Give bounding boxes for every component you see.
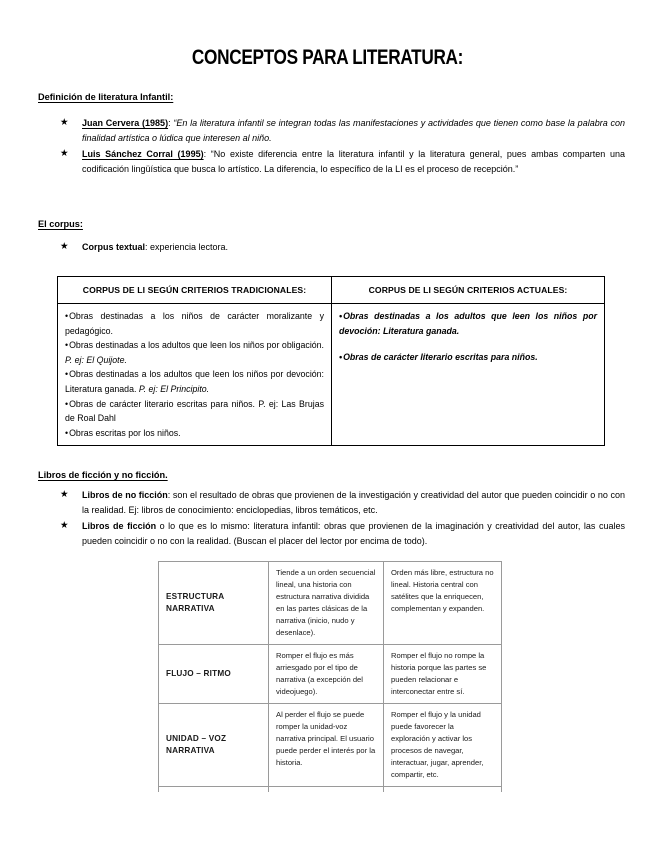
item-text: Obras de carácter literario escritas para niños. P. ej: Las Brujas de Roal Dahl	[65, 398, 324, 424]
source-citation: Juan Cervera (1985)	[82, 118, 169, 128]
bullet-dot-icon: •	[65, 398, 69, 409]
table-header-row	[58, 277, 605, 304]
item-example: P. ej: El Principito.	[136, 383, 210, 394]
corpus-criteria-table	[57, 276, 605, 446]
list-item	[65, 309, 324, 338]
list-item	[65, 426, 324, 441]
term-description: o lo que es lo mismo: literatura infantil: obras que provienen de la imaginación y creatividad del autor, las cuales pueden coincidir o no con la realidad. (Buscan el placer del lector por encima de todo).	[82, 521, 625, 546]
cell-flujo-ritmo-col3: Romper el flujo no rompe la historia porque las partes se pueden relacionar e interconectar entre sí.	[384, 644, 502, 703]
term-description: : son el resultado de obras que provienen de la investigación y creatividad del autor que pueden coincidir o no con la realidad. Ej: libros de conocimiento: enciclopedias, libros temáticos, etc.	[82, 490, 625, 515]
source-citation: Luis Sánchez Corral (1995)	[82, 149, 204, 160]
bullet-dot-icon: •	[65, 340, 69, 351]
list-item	[60, 116, 625, 145]
term-description: : experiencia lectora.	[145, 242, 229, 252]
column-header-current: CORPUS DE LI SEGÚN CRITERIOS ACTUALES:	[332, 277, 605, 304]
cell-truncated-3	[384, 786, 502, 792]
term-label: Libros de ficción	[82, 521, 157, 532]
bullet-dot-icon: •	[65, 369, 69, 380]
item-text: Obras destinadas a los adultos que leen los niños por obligación.	[69, 340, 324, 351]
item-text: Obras escritas por los niños.	[69, 427, 181, 438]
libros-bullet-list	[60, 488, 625, 550]
corpus-bullet-list	[60, 240, 625, 257]
quote-text: “En la literatura infantil se integran todas las manifestaciones y actividades que tienen como base la palabra con finalidad artística o lúdica que interesen al niño.	[82, 118, 625, 143]
list-item	[60, 240, 625, 255]
cell-unidad-voz-col2: Al perder el flujo se puede romper la unidad-voz narrativa principal. El usuario puede perder el interés por la historia.	[269, 703, 384, 786]
list-item	[60, 147, 625, 176]
list-item	[60, 519, 625, 548]
separator: :	[168, 118, 171, 128]
list-item	[339, 350, 597, 365]
list-item	[65, 367, 324, 396]
bullet-dot-icon: •	[339, 311, 343, 321]
item-example: P. ej: El Quijote.	[65, 354, 127, 365]
cell-truncated-2	[269, 786, 384, 792]
term-label: Corpus textual	[82, 242, 146, 252]
star-bullet-icon: ★	[60, 520, 69, 532]
table-row-truncated	[159, 786, 502, 792]
bullet-dot-icon: •	[339, 352, 343, 363]
cell-unidad-voz-col3: Romper el flujo y la unidad puede favorecer la exploración y activar los procesos de navegar, interactuar, jugar, aprender, compartir, etc.	[384, 703, 502, 786]
star-bullet-icon: ★	[60, 148, 69, 160]
row-label-flujo-ritmo: FLUJO – RITMO	[159, 644, 269, 703]
list-item	[60, 488, 625, 517]
table-row	[159, 562, 502, 645]
bullet-dot-icon: •	[65, 427, 69, 438]
cell-estructura-narrativa-col2: Tiende a un orden secuencial lineal, una historia con estructura narrativa dividida en las partes clásicas de la narrativa (inicio, nudo y desenlace).	[269, 562, 384, 645]
row-label-unidad-voz-narrativa: UNIDAD – VOZ NARRATIVA	[159, 703, 269, 786]
column-header-traditional: CORPUS DE LI SEGÚN CRITERIOS TRADICIONALES:	[58, 277, 332, 304]
separator: :	[203, 149, 207, 160]
item-text: Obras destinadas a los adultos que leen los niños por devoción: Literatura ganada.	[65, 369, 324, 394]
cell-traditional-criteria	[58, 304, 332, 446]
table-row	[159, 703, 502, 786]
narrative-comparison-table	[158, 561, 502, 792]
list-item	[65, 338, 324, 367]
definicion-bullet-list	[60, 116, 625, 178]
item-text: Obras destinadas a los niños de carácter moralizante y pedagógico.	[65, 311, 324, 336]
item-text: Obras de carácter literario escritas para niños.	[343, 352, 538, 363]
cell-flujo-ritmo-col2: Romper el flujo es más arriesgado por el tipo de narrativa (a excepción del videojuego).	[269, 644, 384, 703]
item-text: Obras destinadas a los adultos que leen los niños por devoción: Literatura ganada.	[339, 311, 597, 336]
page-title: CONCEPTOS PARA LITERATURA:	[191, 46, 464, 69]
term-label: Libros de no ficción	[82, 490, 168, 500]
section-heading-corpus: El corpus:	[38, 219, 83, 229]
star-bullet-icon: ★	[60, 489, 69, 500]
star-bullet-icon: ★	[60, 117, 69, 128]
quote-text: “No existe diferencia entre la literatura infantil y la literatura general, pues ambas comparten una codificación lingüística que busca lo artístico. La diferencia, lo específico de la LI es el proceso de recepción.”	[82, 149, 625, 174]
list-item	[339, 309, 597, 338]
section-heading-libros: Libros de ficción y no ficción.	[38, 470, 168, 480]
cell-truncated-1	[159, 786, 269, 792]
row-label-estructura-narrativa: ESTRUCTURA NARRATIVA	[159, 562, 269, 645]
star-bullet-icon: ★	[60, 241, 69, 252]
cell-estructura-narrativa-col3: Orden más libre, estructura no lineal. Historia central con satélites que la enriquecen, complementan y expanden.	[384, 562, 502, 645]
table-row	[159, 644, 502, 703]
section-heading-definicion: Definición de literatura Infantil:	[38, 92, 174, 102]
bullet-dot-icon: •	[65, 311, 69, 321]
list-item	[65, 397, 324, 426]
cell-current-criteria	[332, 304, 605, 446]
table-row	[58, 304, 605, 446]
